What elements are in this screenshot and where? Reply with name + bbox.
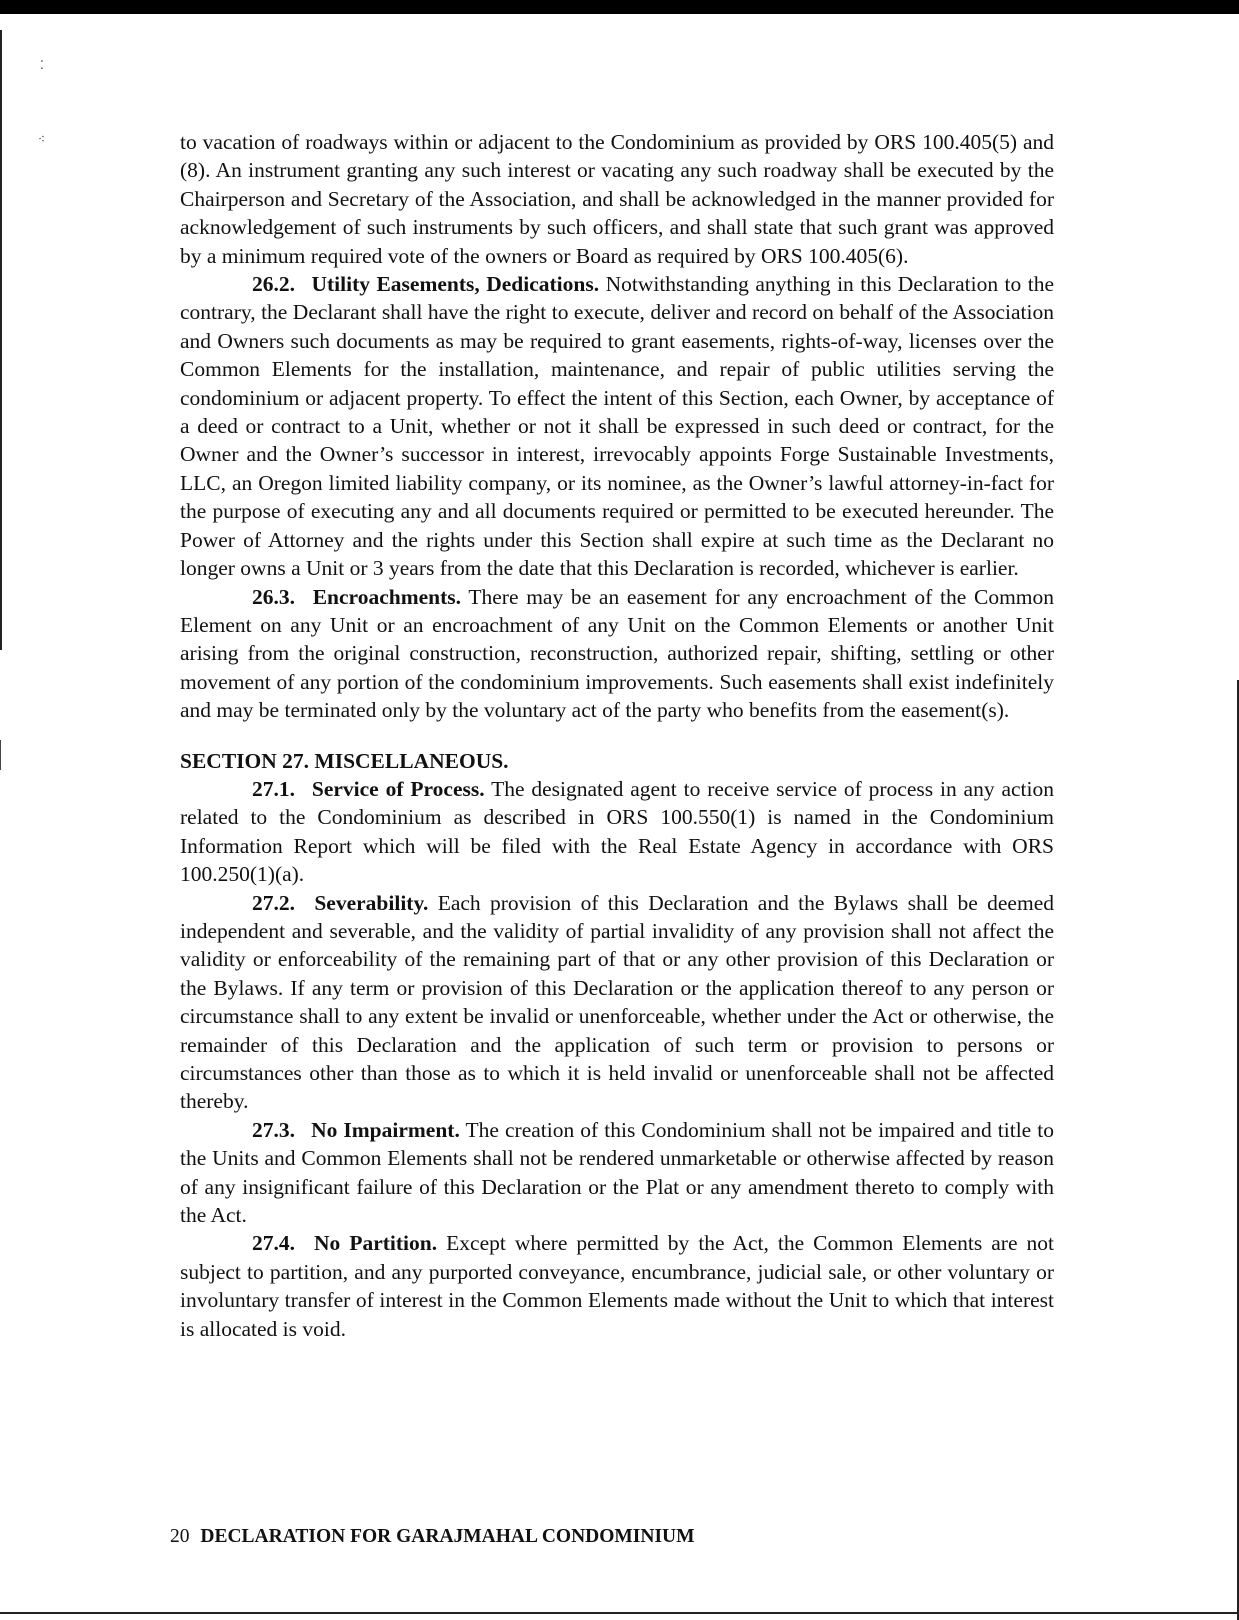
clause-number: 27.4. — [252, 1231, 295, 1256]
clause-heading: Encroachments. — [312, 584, 462, 609]
document-title: DECLARATION FOR GARAJMAHAL CONDOMINIUM — [200, 1526, 695, 1547]
page-number: 20 — [170, 1526, 190, 1547]
clause-heading: Service of Process. — [311, 776, 485, 801]
clause-heading: No Impairment. — [311, 1117, 460, 1142]
clause-text: The designated agent to receive service of process in any action related to the Condominium as described in ORS 100.550(1) is named in the Condominium Information Report which will be filed with the Real Estate Agency in accordance with ORS 100.250(1)(a). — [180, 776, 1055, 887]
section-27-heading: SECTION 27. MISCELLANEOUS. — [180, 748, 509, 773]
scan-left-edge — [0, 30, 2, 650]
page-footer — [170, 1526, 695, 1548]
section-27-2 — [180, 889, 1054, 1116]
clause-text: Except where permitted by the Act, the Common Elements are not subject to partition, and any purported conveyance, encumbrance, judicial sale, or other voluntary or involuntary transfer of interest in the Common Elements made without the Unit to which that interest is allocated is void. — [180, 1231, 1054, 1341]
scan-bottom-edge — [0, 1612, 1239, 1614]
document-page — [180, 128, 1054, 1343]
clause-number: 27.1. — [252, 776, 295, 801]
clause-number: 27.3. — [252, 1117, 295, 1142]
clause-heading: Severability. — [314, 890, 429, 915]
section-27-1 — [180, 775, 1054, 889]
section-27-3 — [180, 1116, 1054, 1230]
section-26-3 — [180, 583, 1054, 725]
intro-paragraph: to vacation of roadways within or adjacent to the Condominium as provided by ORS 100.405(5) and (8). An instrument granting any such interest or vacating any such roadway shall be executed by the Chairperson and Secretary of the Association, and shall be acknowledged in the manner provided for acknowledgement of such instruments by such officers, and shall state that such grant was approved by a minimum required vote of the owners or Board as required by ORS 100.405(6). — [180, 130, 1054, 268]
clause-number: 26.3. — [252, 584, 295, 609]
section-26-2 — [180, 270, 1054, 582]
clause-number: 27.2. — [252, 890, 295, 915]
clause-text: Each provision of this Declaration and the Bylaws shall be deemed independent and severable, and the validity of partial invalidity of any provision shall not affect the validity or enforceability of the remaining part of that or any other provision of this Declaration or the Bylaws. If any term or provision of this Declaration or the application thereof to any person or circumstance shall to any extent be invalid or unenforceable, whether under the Act or otherwise, the remainder of this Declaration and the application of such term or provision to persons or circumstances other than those as to which it is held invalid or unenforceable shall not be affected thereby. — [180, 890, 1054, 1114]
scan-speck-mark: ⁚ — [40, 58, 44, 72]
scan-speck-mark: ⁖ — [38, 132, 46, 146]
section-27-4 — [180, 1229, 1054, 1343]
scan-left-edge-mark — [0, 740, 1, 770]
clause-heading: No Partition. — [314, 1231, 438, 1256]
clause-heading: Utility Easements, Dedications. — [311, 272, 600, 297]
clause-text: The creation of this Condominium shall not be impaired and title to the Units and Common Elements shall not be rendered unmarketable or otherwise affected by reason of any insignificant failure of this Declaration or the Plat or any amendment thereto to comply with the Act. — [180, 1117, 1054, 1228]
clause-number: 26.2. — [252, 272, 295, 297]
clause-text: Notwithstanding anything in this Declaration to the contrary, the Declarant shall have the right to execute, deliver and record on behalf of the Association and Owners such documents as may be required to grant easements, rights-of-way, licenses over the Common Elements for the installation, maintenance, and repair of public utilities serving the condominium or adjacent property. To effect the intent of this Section, each Owner, by acceptance of a deed or contract to a Unit, whether or not it shall be expressed in such deed or contract, for the Owner and the Owner’s successor in interest, irrevocably appoints Forge Sustainable Investments, LLC, an Oregon limited liability company, or its nominee, as the Owner’s lawful attorney-in-fact for the purpose of executing any and all documents required or permitted to be executed hereunder. The Power of Attorney and the rights under this Section shall expire at such time as the Declarant no longer owns a Unit or 3 years from the date that this Declaration is recorded, whichever is earlier. — [180, 272, 1055, 581]
scan-top-border — [0, 0, 1239, 14]
clause-text: There may be an easement for any encroachment of the Common Element on any Unit or an encroachment of any Unit on the Common Elements or another Unit arising from the original construction, reconstruction, authorized repair, shifting, settling or other movement of any portion of the condominium improvements. Such easements shall exist indefinitely and may be terminated only by the voluntary act of the party who benefits from the easement(s). — [180, 584, 1055, 723]
